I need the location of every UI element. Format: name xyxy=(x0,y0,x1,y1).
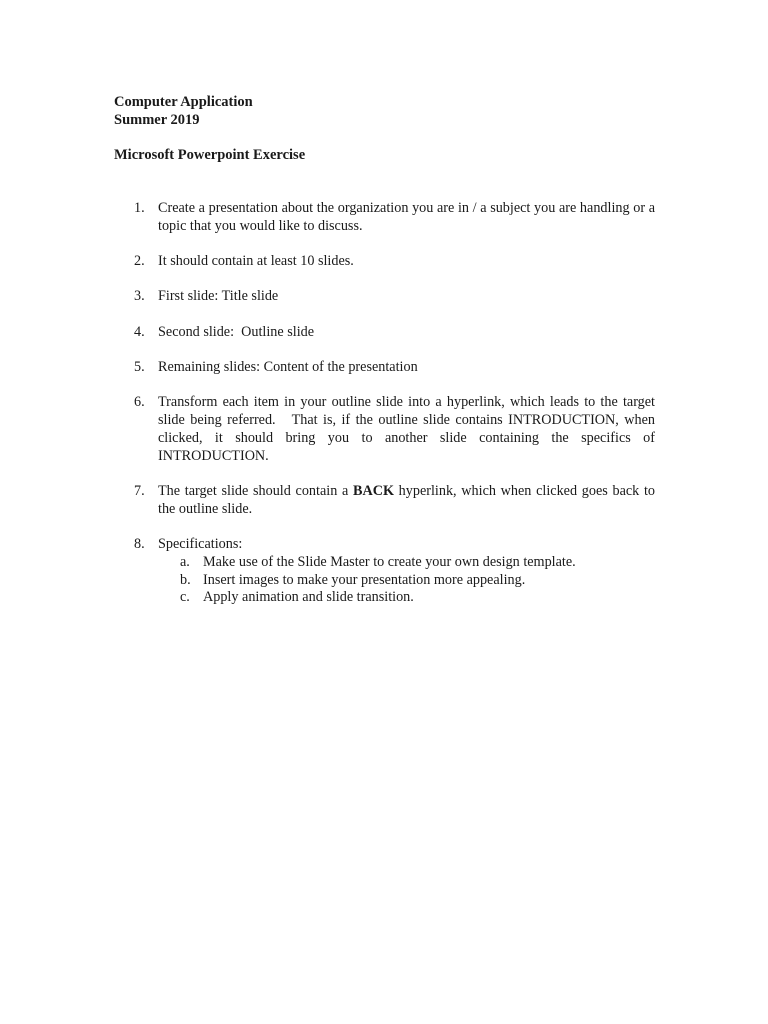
item-text: It should contain at least 10 slides. xyxy=(158,253,354,270)
instruction-list xyxy=(114,200,659,607)
sub-item-letter: a. xyxy=(180,553,190,570)
item-text: First slide: Title slide xyxy=(158,288,279,305)
list-item xyxy=(114,394,659,465)
sub-item-letter: b. xyxy=(180,571,191,588)
item-number: 1. xyxy=(134,200,145,216)
exercise-title: Microsoft Powerpoint Exercise xyxy=(114,147,306,163)
list-item xyxy=(114,482,659,519)
item-text: Transform each item in your outline slide into a hyperlink, which leads to the target slide being referred. That is, if the outline slide contains INTRODUCTION, when clicked, it should bring you to another slide containing the specifics of INTRODUCTION. xyxy=(158,394,659,464)
list-item xyxy=(114,324,655,342)
item-number: 2. xyxy=(134,253,145,270)
sub-item-text: Insert images to make your presentation more appealing. xyxy=(203,571,526,588)
list-item xyxy=(114,288,655,306)
item-number: 6. xyxy=(134,394,145,411)
item-text-part: hyperlink, which when clicked goes back to the outline slide. xyxy=(158,482,659,517)
list-item xyxy=(114,536,655,607)
list-item xyxy=(114,200,655,236)
course-name: Computer Application xyxy=(114,94,253,110)
sub-item-text: Make use of the Slide Master to create your own design template. xyxy=(203,553,576,570)
item-number: 3. xyxy=(134,288,145,305)
item-text xyxy=(158,482,659,519)
item-text: Second slide: Outline slide xyxy=(158,323,315,340)
sub-list-item xyxy=(158,554,655,572)
item-text-part: The target slide should contain a xyxy=(158,482,353,499)
specifications-list xyxy=(158,554,655,607)
item-text: Specifications: xyxy=(158,536,243,553)
sub-item-text: Apply animation and slide transition. xyxy=(203,589,414,606)
list-item xyxy=(114,359,655,377)
item-number: 7. xyxy=(134,482,145,499)
sub-list-item xyxy=(158,589,655,607)
sub-item-letter: c. xyxy=(180,589,190,606)
item-text: Create a presentation about the organization you are in / a subject you are handling or a topic that you would like to discuss. xyxy=(158,200,655,234)
item-number: 4. xyxy=(134,323,145,340)
item-number: 8. xyxy=(134,536,145,553)
sub-list-item xyxy=(158,572,655,590)
course-term: Summer 2019 xyxy=(114,111,200,128)
list-item xyxy=(114,253,655,271)
item-number: 5. xyxy=(134,358,145,375)
item-text: Remaining slides: Content of the presentation xyxy=(158,358,418,375)
document-header xyxy=(114,94,253,129)
back-keyword: BACK xyxy=(352,482,394,499)
